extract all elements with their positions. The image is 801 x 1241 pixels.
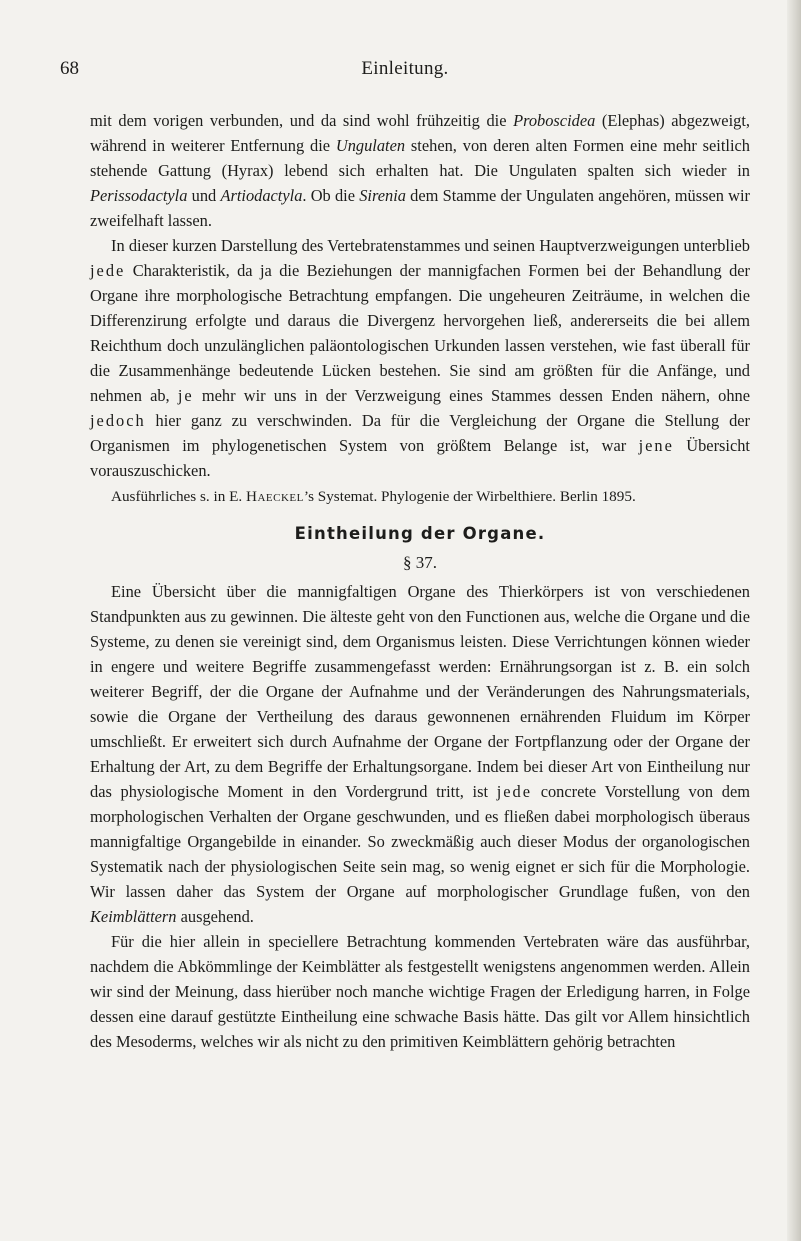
text-run: hier ganz zu verschwinden. Da für die Vergleichung der Organe die Stellung der Organismen im phylogenetischen System von größtem Belange ist, war <box>90 411 750 455</box>
reference-note <box>90 486 750 508</box>
page-edge-shadow <box>787 0 801 1241</box>
spaced-word: jede <box>496 781 533 801</box>
paragraph <box>90 929 750 1054</box>
text-run: und <box>187 186 221 205</box>
text-run: In dieser kurzen Darstellung des Vertebratenstammes und seinen Hauptverzweigungen unterblieb <box>111 236 750 255</box>
italic-term: Artiodactyla <box>220 186 303 205</box>
page-header <box>60 58 750 82</box>
section-number: § 37. <box>403 552 437 572</box>
text-run: stehen, von deren alten Formen eine mehr seitlich stehende Gattung (Hyrax) lebend sich erhalten hat. Die Ungulaten spalten sich wieder in <box>90 136 750 180</box>
text-run: . Ob die <box>302 186 360 205</box>
text-run: Eine Übersicht über die mannigfaltigen Organe des Thierkörpers ist von verschiedenen Standpunkten aus zu gewinnen. Die älteste geht von den Functionen aus, welche die Organe und die Systeme, zu denen sie vereinigt sind, dem Organismus leisten. Diese Verrichtungen können wieder in engere und weitere Begriffe zusammengefasst werden: Ernährungsorgan ist z. B. ein solch weiterer Begriff, der die Organe der Aufnahme und der Veränderungen des Nahrungsmaterials, sowie die Organe der Vertheilung des daraus gewonnenen ernährenden Fluidum im Körper umschließt. Er erweitert sich durch Aufnahme der Organe der Fortpflanzung oder der Organe der Erhaltung der Art, zu dem Begriffe der Erhaltungsorgane. Indem bei dieser Art von Eintheilung nur das physiologische Moment in den Vordergrund tritt, ist <box>90 581 750 801</box>
spaced-word: je <box>177 386 194 405</box>
author-name: Haeckel <box>245 488 304 505</box>
text-run: ausgehend. <box>176 906 254 926</box>
paragraph <box>90 108 750 233</box>
spaced-word: jene <box>638 436 674 455</box>
italic-term: Proboscidea <box>513 111 596 130</box>
paragraph <box>90 233 750 483</box>
text-run: concrete Vorstellung von dem morphologischen Verhalten der Organe geschwunden, und es fließen dabei morphologisch überaus mannigfaltige Organgebilde in einander. So zweckmäßig auch dieser Modus der organologischen Systematik nach der physiologischen Seite sein mag, so wenig eignet er sich für die Morphologie. Wir lassen daher das System der Organe auf morphologischer Grundlage fußen, von den <box>90 781 750 901</box>
text-block-main <box>90 579 750 1054</box>
text-run: mehr wir uns in der Verzweigung eines Stammes dessen Enden nähern, ohne <box>193 386 750 405</box>
text-block-intro <box>90 108 750 508</box>
text-run: Charakteristik, da ja die Beziehungen der mannigfachen Formen bei der Behandlung der Organe ihre morphologische Betrachtung empfangen. Die ungeheuren Zeiträume, in welchen die Differenzirung erfolgte und daraus die Divergenz hervorgehen ließ, andererseits die bei allem Reichthum doch unzulänglichen paläontologischen Urkunden lassen verstehen, wie fast überall für die Zusammenhänge bedeutende Lücken bestehen. Sie sind am größten für die Anfänge, und nehmen ab, <box>90 261 750 405</box>
spaced-word: jede <box>90 261 126 280</box>
text-run: Übersicht vorauszuschicken. <box>90 436 750 480</box>
italic-term: Ungulaten <box>335 136 406 155</box>
running-title: Einleitung. <box>361 58 449 79</box>
paragraph <box>90 579 750 929</box>
text-run: Ausführliches s. in E. <box>111 488 246 505</box>
italic-term: Perissodactyla <box>90 186 188 205</box>
page-number: 68 <box>60 58 79 79</box>
text-run: (Elephas) abgezweigt, während in weiterer Entfernung die <box>90 111 750 155</box>
text-run: Für die hier allein in speciellere Betrachtung kommenden Vertebraten wäre das ausführbar, nachdem die Abkömmlinge der Keimblätter als festgestellt wenigstens angenommen werden. Allein wir sind der Meinung, dass hierüber noch manche wichtige Fragen der Erledigung harren, in Folge dessen eine darauf gestützte Eintheilung eine schwache Basis hätte. Das gilt vor Allem hinsichtlich des Mesoderms, welches wir als nicht zu den primitiven Keimblättern gehörig betrachten <box>90 931 750 1051</box>
text-run: ’s Systemat. Phylogenie der Wirbelthiere. Berlin 1895. <box>303 488 636 505</box>
text-run: dem Stamme der Ungulaten angehören, müssen wir zweifelhaft lassen. <box>90 186 751 230</box>
italic-term: Sirenia <box>359 186 406 205</box>
page-body <box>90 108 750 1054</box>
text-run: mit dem vorigen verbunden, und da sind wohl frühzeitig die <box>90 111 514 130</box>
section-heading: Eintheilung der Organe. <box>294 523 546 543</box>
spaced-word: jedoch <box>90 411 146 430</box>
italic-term: Keimblättern <box>90 906 177 926</box>
